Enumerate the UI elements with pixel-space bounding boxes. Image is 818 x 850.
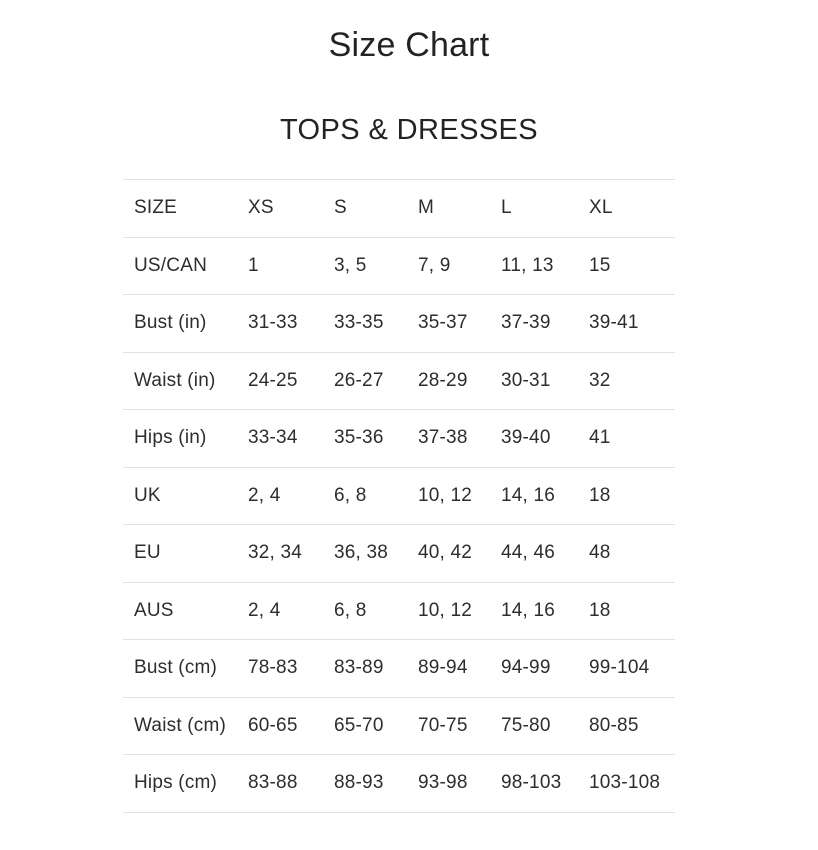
row-label: Bust (cm): [134, 657, 218, 679]
cell-s: 3, 5: [334, 254, 367, 276]
table-row: [123, 410, 675, 468]
cell-l: 11, 13: [501, 254, 554, 276]
cell-xs: 83-88: [248, 772, 298, 794]
header-cell-xl: XL: [589, 197, 613, 219]
table-row: [123, 295, 675, 353]
cell-xs: 33-34: [248, 427, 298, 449]
cell-s: 33-35: [334, 312, 384, 334]
cell-m: 35-37: [418, 312, 468, 334]
cell-l: 39-40: [501, 427, 551, 449]
cell-xl: 18: [589, 599, 611, 621]
cell-xl: 99-104: [589, 657, 650, 679]
cell-m: 70-75: [418, 714, 468, 736]
size-table-header-row: [123, 180, 675, 238]
cell-l: 94-99: [501, 657, 551, 679]
cell-l: 44, 46: [501, 542, 556, 564]
cell-m: 7, 9: [418, 254, 451, 276]
row-label: US/CAN: [134, 254, 207, 276]
cell-xl: 18: [589, 484, 611, 506]
cell-s: 83-89: [334, 657, 384, 679]
cell-xs: 1: [248, 254, 259, 276]
header-cell-size: SIZE: [134, 197, 178, 219]
cell-l: 14, 16: [501, 484, 556, 506]
cell-xl: 32: [589, 369, 611, 391]
table-row: [123, 467, 675, 525]
table-row: [123, 525, 675, 583]
cell-m: 10, 12: [418, 484, 473, 506]
cell-m: 89-94: [418, 657, 468, 679]
row-label: EU: [134, 542, 161, 564]
cell-xl: 103-108: [589, 772, 661, 794]
size-table: [123, 179, 675, 813]
cell-xl: 48: [589, 542, 611, 564]
cell-l: 14, 16: [501, 599, 556, 621]
cell-l: 30-31: [501, 369, 551, 391]
cell-m: 37-38: [418, 427, 468, 449]
header-cell-m: M: [418, 197, 435, 219]
row-label: Bust (in): [134, 312, 207, 334]
cell-s: 65-70: [334, 714, 384, 736]
cell-m: 40, 42: [418, 542, 473, 564]
cell-xs: 78-83: [248, 657, 298, 679]
cell-xl: 41: [589, 427, 611, 449]
cell-m: 93-98: [418, 772, 468, 794]
cell-s: 35-36: [334, 427, 384, 449]
row-label: Hips (cm): [134, 772, 218, 794]
table-row: [123, 755, 675, 813]
table-row: [123, 640, 675, 698]
row-label: Waist (cm): [134, 714, 227, 736]
cell-xs: 2, 4: [248, 484, 281, 506]
cell-xl: 15: [589, 254, 611, 276]
cell-xs: 32, 34: [248, 542, 303, 564]
header-cell-l: L: [501, 197, 512, 219]
cell-s: 36, 38: [334, 542, 389, 564]
header-cell-s: S: [334, 197, 347, 219]
table-row: [123, 697, 675, 755]
header-cell-xs: XS: [248, 197, 274, 219]
row-label: Waist (in): [134, 369, 216, 391]
table-row: [123, 582, 675, 640]
row-label: AUS: [134, 599, 174, 621]
cell-xs: 31-33: [248, 312, 298, 334]
row-label: UK: [134, 484, 161, 506]
table-row: [123, 237, 675, 295]
row-label: Hips (in): [134, 427, 207, 449]
cell-xs: 2, 4: [248, 599, 281, 621]
cell-s: 6, 8: [334, 484, 367, 506]
cell-s: 26-27: [334, 369, 384, 391]
cell-s: 6, 8: [334, 599, 367, 621]
cell-m: 28-29: [418, 369, 468, 391]
cell-l: 37-39: [501, 312, 551, 334]
cell-l: 75-80: [501, 714, 551, 736]
section-title-tops-dresses: TOPS & DRESSES: [279, 114, 539, 146]
table-row: [123, 352, 675, 410]
cell-xl: 39-41: [589, 312, 639, 334]
size-table-body: [123, 237, 675, 812]
page-title: Size Chart: [328, 26, 490, 64]
cell-l: 98-103: [501, 772, 562, 794]
cell-xl: 80-85: [589, 714, 639, 736]
size-chart-page: [0, 24, 818, 813]
cell-s: 88-93: [334, 772, 384, 794]
cell-xs: 24-25: [248, 369, 298, 391]
cell-m: 10, 12: [418, 599, 473, 621]
cell-xs: 60-65: [248, 714, 298, 736]
